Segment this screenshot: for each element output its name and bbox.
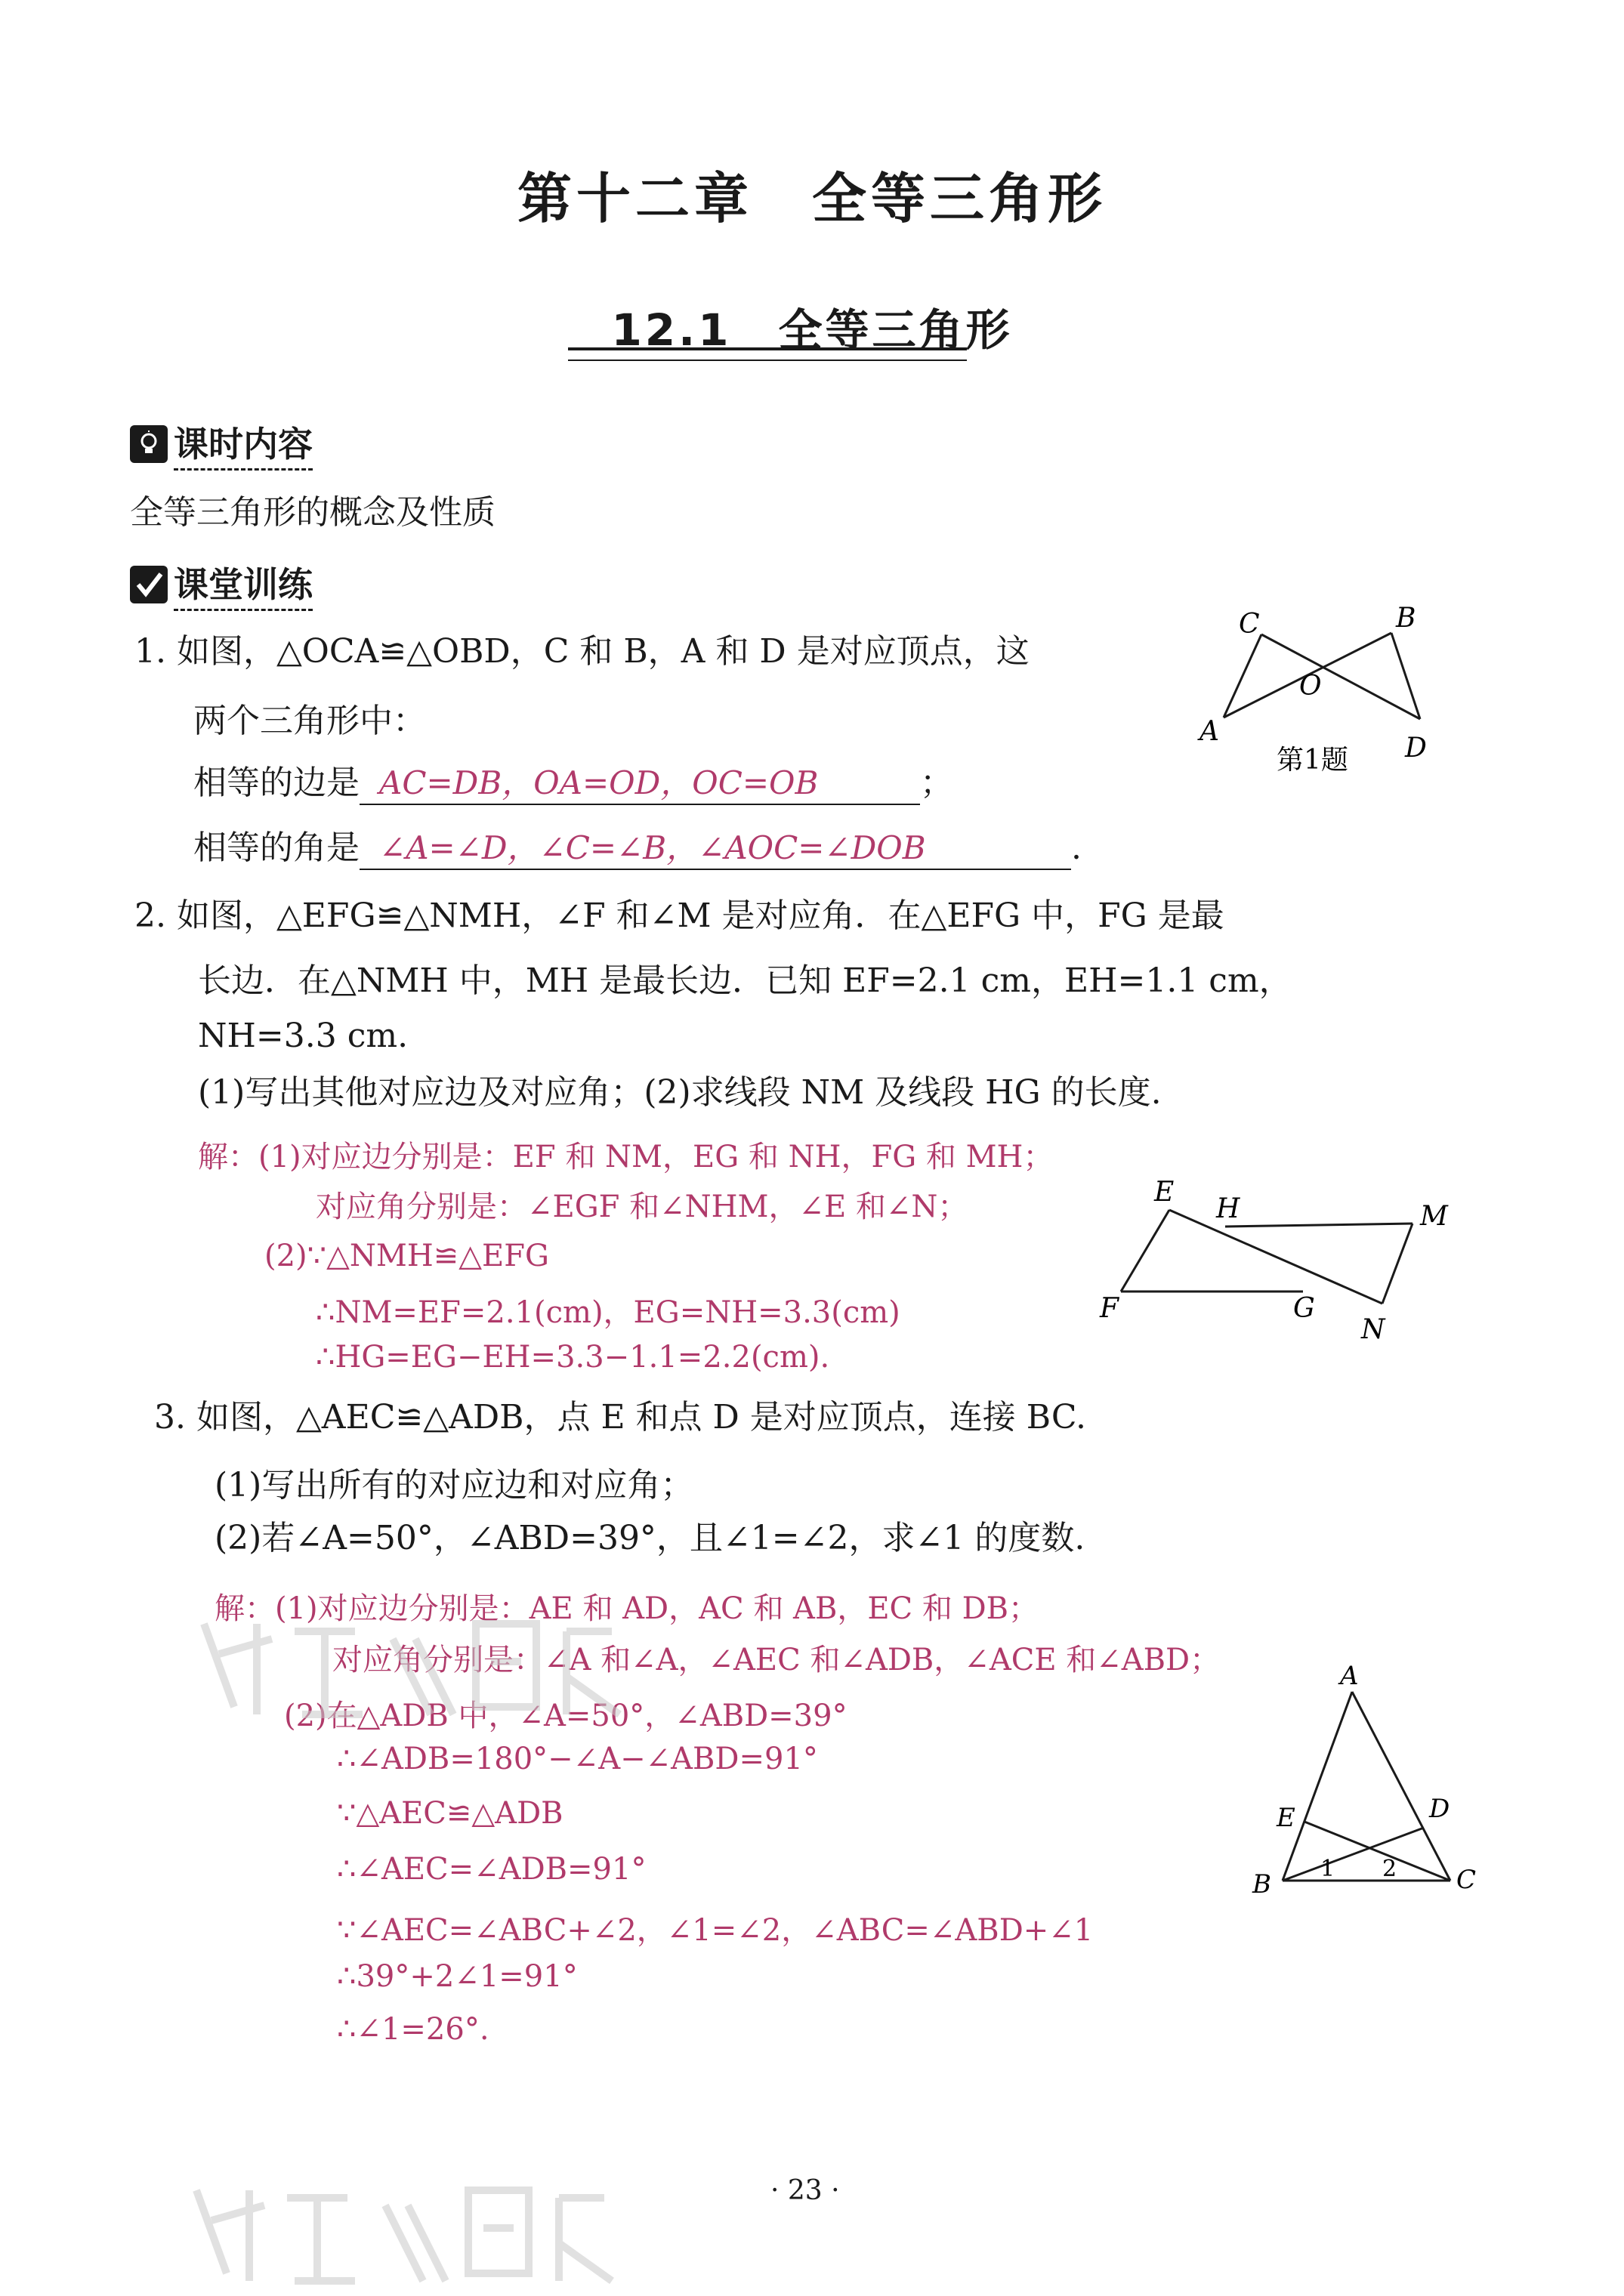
chapter-title: 第十二章 全等三角形	[517, 167, 1107, 230]
problem1-angles-suffix: .	[1071, 829, 1082, 867]
fig2-label-g: G	[1293, 1293, 1315, 1324]
fig1-label-c: C	[1239, 609, 1260, 640]
problem2-solution-line5: ∴HG=EG−EH=3.3−1.1=2.2(cm).	[316, 1340, 830, 1375]
fig2-label-h: H	[1216, 1193, 1240, 1224]
fig3-segment-ab	[1283, 1692, 1352, 1881]
lesson-content-title: 课时内容	[174, 417, 313, 471]
problem2-line1: 2. 如图，△EFG≌△NMH，∠F 和∠M 是对应角．在△EFG 中，FG 是最	[134, 896, 1224, 935]
fig1-label-a: A	[1199, 716, 1219, 747]
fig3-label-angle2: 2	[1382, 1856, 1397, 1882]
problem3-solution-line5: ∵△AEC≌△ADB	[337, 1796, 563, 1831]
problem2-figure	[1088, 1163, 1480, 1352]
lightbulb-icon	[130, 425, 168, 463]
problem2-line3: NH=3.3 cm.	[198, 1017, 409, 1055]
fig3-label-d: D	[1429, 1794, 1450, 1824]
problem1-sides-answer: AC=DB，OA=OD，OC=OB	[379, 764, 819, 801]
checkmark-icon	[130, 566, 168, 603]
problem3-solution-line3: (2)在△ADB 中，∠A=50°，∠ABD=39°	[284, 1699, 848, 1733]
fig1-segment-ca	[1224, 634, 1261, 718]
fig2-label-n: N	[1361, 1314, 1385, 1345]
problem1-figure	[1193, 597, 1465, 778]
problem2-line4: (1)写出其他对应边及对应角；(2)求线段 NM 及线段 HG 的长度.	[198, 1073, 1162, 1112]
problem1-angles-row	[193, 820, 1082, 870]
problem3-line3: (2)若∠A=50°，∠ABD=39°，且∠1=∠2，求∠1 的度数.	[215, 1519, 1085, 1557]
lesson-content-text: 全等三角形的概念及性质	[130, 493, 496, 532]
class-training-title: 课堂训练	[174, 557, 313, 611]
fig1-label-d: D	[1405, 733, 1427, 764]
problem1-angles-prefix: 相等的角是	[193, 829, 360, 867]
problem3-solution-line6: ∴∠AEC=∠ADB=91°	[337, 1852, 647, 1887]
problem1-angles-blank	[360, 823, 1071, 870]
class-training-label	[130, 557, 313, 611]
problem1-sides-blank	[360, 758, 920, 805]
problem2-solution-line1: 解：(1)对应边分别是：EF 和 NM，EG 和 NH，FG 和 MH；	[198, 1140, 1054, 1174]
problem2-solution-line2: 对应角分别是：∠EGF 和∠NHM，∠E 和∠N；	[316, 1190, 968, 1224]
problem2-solution-line3: (2)∵△NMH≌△EFG	[264, 1239, 549, 1273]
watermark-bottom	[181, 2160, 650, 2296]
problem3-line2: (1)写出所有的对应边和对应角；	[215, 1466, 694, 1504]
watermark-middle	[189, 1594, 642, 1730]
fig3-label-b: B	[1252, 1869, 1271, 1899]
lesson-content-label	[130, 417, 313, 471]
problem3-solution-line2: 对应角分别是：∠A 和∠A，∠AEC 和∠ADB，∠ACE 和∠ABD；	[332, 1643, 1221, 1677]
problem1-line2: 两个三角形中：	[193, 702, 426, 740]
fig2-label-m: M	[1420, 1201, 1448, 1232]
problem2-line2: 长边．在△NMH 中，MH 是最长边．已知 EF=2.1 cm，EH=1.1 cm，	[198, 961, 1292, 1000]
problem1-sides-row	[193, 755, 953, 805]
problem3-solution-line4: ∴∠ADB=180°−∠A−∠ABD=91°	[337, 1742, 818, 1776]
problem3-solution-line7: ∵∠AEC=∠ABC+∠2，∠1=∠2，∠ABC=∠ABD+∠1	[337, 1913, 1094, 1948]
fig2-label-f: F	[1100, 1293, 1119, 1324]
fig3-segment-bd	[1283, 1828, 1424, 1881]
fig2-segment-hm	[1225, 1224, 1413, 1227]
fig1-caption: 第1题	[1277, 745, 1348, 776]
fig3-segment-ac	[1352, 1692, 1450, 1881]
problem3-solution-line8: ∴39°+2∠1=91°	[337, 1959, 578, 1994]
section-title: 12.1 全等三角形	[611, 304, 1013, 356]
problem1-sides-prefix: 相等的边是	[193, 764, 360, 802]
problem3-solution-line1: 解：(1)对应边分别是：AE 和 AD，AC 和 AB，EC 和 DB；	[215, 1591, 1039, 1626]
fig1-label-b: B	[1396, 603, 1416, 634]
fig3-label-e: E	[1277, 1803, 1295, 1833]
problem1-line1: 1. 如图，△OCA≌△OBD，C 和 B，A 和 D 是对应顶点，这	[134, 632, 1030, 671]
fig2-segment-mn	[1382, 1224, 1413, 1304]
fig3-label-c: C	[1456, 1865, 1477, 1895]
problem3-figure	[1239, 1662, 1496, 1918]
fig3-label-angle1: 1	[1320, 1856, 1335, 1882]
problem1-sides-suffix: ；	[920, 764, 953, 802]
page-number: · 23 ·	[770, 2175, 840, 2206]
problem3-line1: 3. 如图，△AEC≌△ADB，点 E 和点 D 是对应顶点，连接 BC.	[154, 1398, 1087, 1437]
fig1-label-o: O	[1299, 671, 1322, 702]
fig3-label-a: A	[1340, 1662, 1359, 1691]
fig2-segment-ef	[1121, 1210, 1169, 1292]
section-title-underline	[568, 347, 967, 361]
fig2-label-e: E	[1154, 1177, 1175, 1208]
problem3-solution-line9: ∴∠1=26°.	[337, 2012, 489, 2047]
problem2-solution-line4: ∴NM=EF=2.1(cm)，EG=NH=3.3(cm)	[316, 1295, 900, 1330]
problem1-angles-answer: ∠A=∠D，∠C=∠B，∠AOC=∠DOB	[379, 829, 926, 866]
